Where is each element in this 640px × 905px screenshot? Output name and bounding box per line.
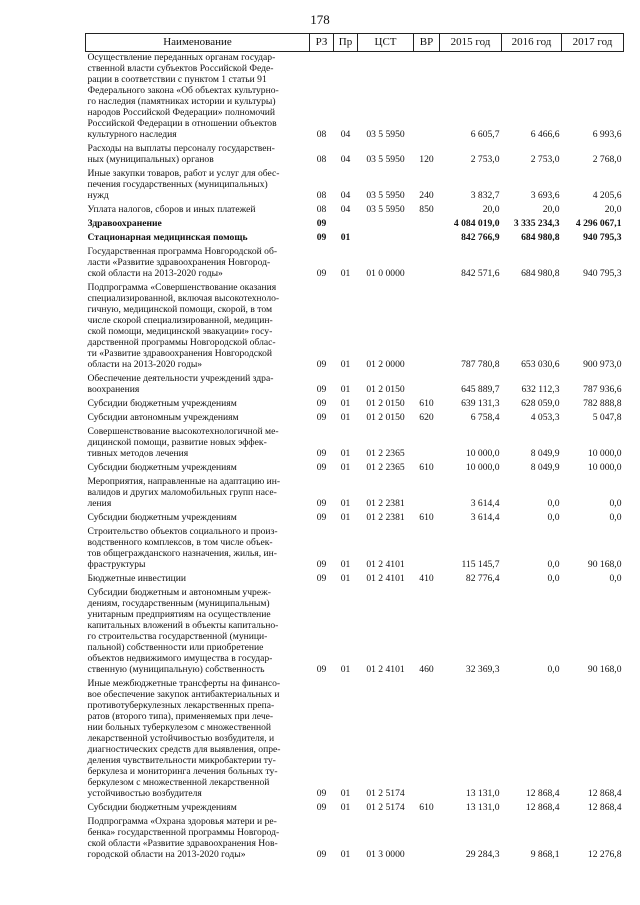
cell-rz: 09 xyxy=(316,573,327,584)
table-row xyxy=(86,587,624,678)
cell-rz: 08 xyxy=(316,129,327,140)
cell-pr: 04 xyxy=(340,190,351,201)
cell-pr: 01 xyxy=(340,664,351,675)
cell-2016: 628 059,0 xyxy=(521,398,560,409)
cell-name: Субсидии автономным учреждениям xyxy=(87,412,239,423)
cell-2015: 29 284,3 xyxy=(465,849,500,860)
cell-vr xyxy=(414,426,440,462)
cell-cst: 01 2 0150 xyxy=(366,398,405,409)
cell-vr xyxy=(414,678,440,802)
cell-cst: 01 2 2381 xyxy=(366,498,405,509)
cell-vr xyxy=(414,816,440,863)
cell-name: Субсидии бюджетным учреждениям xyxy=(87,398,237,409)
cell-vr xyxy=(414,218,440,232)
cell-name: Иные закупки товаров, работ и услуг для обес- печения государственных (муниципальных) нужд xyxy=(87,168,280,201)
cell-2016: 653 030,6 xyxy=(521,359,560,370)
cell-2017: 940 795,3 xyxy=(583,232,622,243)
cell-pr: 01 xyxy=(340,498,351,509)
cell-cst: 01 2 0000 xyxy=(366,359,405,370)
cell-vr: 620 xyxy=(419,412,434,423)
table-row xyxy=(86,426,624,462)
cell-pr: 01 xyxy=(340,849,351,860)
table-row xyxy=(86,373,624,398)
cell-2016: 2 753,0 xyxy=(530,154,560,165)
table-body xyxy=(86,52,624,864)
cell-vr xyxy=(414,52,440,144)
cell-name: Строительство объектов социального и произ- водственного комплексов, в том числе объек- тов общегражданского назначения, жилья, ин- фраструктуры xyxy=(87,526,278,570)
cell-name: Субсидии бюджетным и автономным учреж- дениям, государственным (муниципальным) унитарным предприятиям на осуществление капитальных вложений в объекты капитально- го строительства государственной (муници- пальной) собственности или приобретение объектов недвижимого имущества в государ- ственную (муниципальную) собственность xyxy=(87,587,279,675)
page-number: 178 xyxy=(310,12,330,27)
cell-pr: 01 xyxy=(340,268,351,279)
cell-rz: 09 xyxy=(316,802,327,813)
cell-vr: 610 xyxy=(419,802,434,813)
cell-pr: 01 xyxy=(340,448,351,459)
cell-pr: 04 xyxy=(340,129,351,140)
header-name: Наименование xyxy=(86,34,310,52)
cell-2015: 10 000,0 xyxy=(465,448,500,459)
table-header xyxy=(86,34,624,52)
cell-2017: 12 276,8 xyxy=(587,849,622,860)
cell-2015: 82 776,4 xyxy=(465,573,500,584)
cell-rz: 09 xyxy=(316,849,327,860)
cell-2016: 9 868,1 xyxy=(530,849,560,860)
cell-2017: 90 168,0 xyxy=(587,559,622,570)
cell-cst: 01 2 0150 xyxy=(366,412,405,423)
cell-name: Уплата налогов, сборов и иных платежей xyxy=(87,204,256,215)
cell-name: Совершенствование высокотехнологичной ме- дицинской помощи, развитие новых эффек- тивных методов лечения xyxy=(87,426,279,459)
cell-pr: 01 xyxy=(340,573,351,584)
cell-2016: 684 980,8 xyxy=(521,232,560,243)
cell-rz: 08 xyxy=(316,190,327,201)
cell-2017: 0,0 xyxy=(609,512,622,523)
cell-vr: 410 xyxy=(419,573,434,584)
table-row xyxy=(86,802,624,816)
cell-2017: 0,0 xyxy=(609,498,622,509)
cell-2015: 2 753,0 xyxy=(470,154,500,165)
cell-cst xyxy=(358,232,414,246)
cell-cst: 03 5 5950 xyxy=(366,204,405,215)
cell-rz: 09 xyxy=(316,359,327,370)
cell-2017: 782 888,8 xyxy=(583,398,622,409)
cell-name: Субсидии бюджетным учреждениям xyxy=(87,802,237,813)
cell-2017: 0,0 xyxy=(609,573,622,584)
cell-2017: 10 000,0 xyxy=(587,462,622,473)
cell-cst: 01 2 5174 xyxy=(366,788,405,799)
cell-cst: 03 5 5950 xyxy=(366,154,405,165)
cell-2017: 787 936,6 xyxy=(583,384,622,395)
cell-2015: 13 131,0 xyxy=(465,802,500,813)
cell-2016: 6 466,6 xyxy=(530,129,560,140)
table-row xyxy=(86,246,624,282)
header-2016: 2016 год xyxy=(502,34,562,52)
table-row xyxy=(86,168,624,204)
cell-2015: 645 889,7 xyxy=(461,384,500,395)
cell-name: Бюджетные инвестиции xyxy=(87,573,186,584)
cell-pr: 01 xyxy=(340,232,351,243)
cell-name: Здравоохранение xyxy=(87,218,162,229)
cell-cst: 01 2 5174 xyxy=(366,802,405,813)
cell-vr: 610 xyxy=(419,462,434,473)
cell-cst: 03 5 5950 xyxy=(366,129,405,140)
table-row xyxy=(86,412,624,426)
cell-rz: 09 xyxy=(316,268,327,279)
cell-cst: 01 0 0000 xyxy=(366,268,405,279)
cell-pr: 04 xyxy=(340,204,351,215)
cell-name: Подпрограмма «Совершенствование оказания специализированной, включая высокотехноло- гичную, медицинской помощи, скорой, в том числе скорой специализированной, медицин- ской помощи, медицинской эвакуации» госу- дарственной программы Новгородской облас- ти «Развитие здравоохранения Новгородской области на 2013-2020 годы» xyxy=(87,282,280,370)
cell-2015: 3 832,7 xyxy=(470,190,500,201)
cell-2016: 3 693,6 xyxy=(530,190,560,201)
cell-2017: 4 205,6 xyxy=(592,190,622,201)
cell-2016: 12 868,4 xyxy=(525,802,560,813)
budget-table xyxy=(85,33,624,863)
table-row xyxy=(86,52,624,144)
cell-2015: 6 605,7 xyxy=(470,129,500,140)
cell-vr: 610 xyxy=(419,512,434,523)
cell-name: Государственная программа Новгородской об- ласти «Развитие здравоохранения Новгород- ской области на 2013-2020 годы» xyxy=(87,246,278,279)
cell-2015: 842 571,6 xyxy=(461,268,500,279)
cell-vr: 460 xyxy=(419,664,434,675)
table-row xyxy=(86,232,624,246)
cell-name: Субсидии бюджетным учреждениям xyxy=(87,512,237,523)
cell-pr: 01 xyxy=(340,802,351,813)
cell-pr: 01 xyxy=(340,559,351,570)
cell-2017: 20,0 xyxy=(604,204,622,215)
table-row xyxy=(86,204,624,218)
cell-cst: 01 2 2365 xyxy=(366,462,405,473)
table-row xyxy=(86,678,624,802)
cell-2017: 2 768,0 xyxy=(592,154,622,165)
header-rz: РЗ xyxy=(310,34,334,52)
table-row xyxy=(86,573,624,587)
header-cst: ЦСТ xyxy=(358,34,414,52)
cell-rz: 09 xyxy=(316,462,327,473)
cell-vr: 240 xyxy=(419,190,434,201)
cell-pr: 01 xyxy=(340,512,351,523)
cell-2015: 787 780,8 xyxy=(461,359,500,370)
table-row xyxy=(86,512,624,526)
cell-name: Осуществление переданных органам государ- ственной власти субъектов Российской Феде- рации в соответствии с пунктом 1 статьи 91 Федерального закона «Об объектах культурно- го наследия (памятниках истории и культуры) народов Российской Федерации» полномочий Российской Федерации в отношении объектов культурного наследия xyxy=(87,52,279,140)
cell-2015: 3 614,4 xyxy=(470,498,500,509)
cell-cst: 01 2 0150 xyxy=(366,384,405,395)
cell-2017: 12 868,4 xyxy=(587,802,622,813)
cell-rz: 09 xyxy=(316,498,327,509)
cell-vr xyxy=(414,282,440,373)
cell-2016: 0,0 xyxy=(547,573,560,584)
cell-cst: 01 2 4101 xyxy=(366,664,405,675)
table-row xyxy=(86,398,624,412)
cell-2015: 4 084 019,0 xyxy=(453,218,500,229)
cell-2017: 90 168,0 xyxy=(587,664,622,675)
cell-2015: 32 369,3 xyxy=(465,664,500,675)
cell-2016: 632 112,3 xyxy=(521,384,560,395)
cell-cst: 01 3 0000 xyxy=(366,849,405,860)
cell-2016: 684 980,8 xyxy=(521,268,560,279)
header-2015: 2015 год xyxy=(440,34,502,52)
table-row xyxy=(86,476,624,512)
cell-rz: 09 xyxy=(316,412,327,423)
cell-rz: 09 xyxy=(316,512,327,523)
cell-cst: 01 2 2381 xyxy=(366,512,405,523)
cell-2015: 115 145,7 xyxy=(461,559,500,570)
cell-cst: 01 2 4101 xyxy=(366,573,405,584)
table-row xyxy=(86,282,624,373)
cell-2016: 3 335 234,3 xyxy=(513,218,560,229)
cell-pr: 01 xyxy=(340,462,351,473)
cell-rz: 09 xyxy=(316,788,327,799)
cell-2015: 6 758,4 xyxy=(470,412,500,423)
cell-2017: 6 993,6 xyxy=(592,129,622,140)
cell-2016: 0,0 xyxy=(547,664,560,675)
cell-name: Мероприятия, направленные на адаптацию ин- валидов и других маломобильных групп насе- ления xyxy=(87,476,281,509)
cell-rz: 08 xyxy=(316,154,327,165)
cell-rz: 09 xyxy=(316,384,327,395)
cell-rz: 09 xyxy=(316,218,327,229)
cell-2015: 20,0 xyxy=(482,204,500,215)
cell-2017: 10 000,0 xyxy=(587,448,622,459)
cell-2016: 20,0 xyxy=(542,204,560,215)
cell-2015: 10 000,0 xyxy=(465,462,500,473)
cell-rz: 09 xyxy=(316,448,327,459)
cell-name: Подпрограмма «Охрана здоровья матери и ре- бенка» государственной программы Новгород- ской области «Развитие здравоохранения Нов- городской области на 2013-2020 годы» xyxy=(87,816,280,860)
cell-2016: 0,0 xyxy=(547,559,560,570)
cell-rz: 09 xyxy=(316,232,327,243)
cell-cst: 03 5 5950 xyxy=(366,190,405,201)
cell-2016: 12 868,4 xyxy=(525,788,560,799)
cell-name: Обеспечение деятельности учреждений здра- воохранения xyxy=(87,373,274,395)
cell-2017: 4 296 067,1 xyxy=(575,218,622,229)
header-row xyxy=(86,34,624,52)
cell-rz: 08 xyxy=(316,204,327,215)
cell-cst: 01 2 4101 xyxy=(366,559,405,570)
cell-pr: 04 xyxy=(340,154,351,165)
header-pr: Пр xyxy=(334,34,358,52)
table-row xyxy=(86,218,624,232)
cell-pr: 01 xyxy=(340,412,351,423)
cell-2015: 842 766,9 xyxy=(461,232,500,243)
cell-2015: 639 131,3 xyxy=(461,398,500,409)
cell-vr: 610 xyxy=(419,398,434,409)
cell-vr xyxy=(414,373,440,398)
cell-2016: 8 049,9 xyxy=(530,462,560,473)
cell-2017: 5 047,8 xyxy=(592,412,622,423)
cell-pr xyxy=(334,218,358,232)
table-row xyxy=(86,462,624,476)
table-row xyxy=(86,526,624,573)
cell-cst xyxy=(358,218,414,232)
cell-name: Расходы на выплаты персоналу государствен- ных (муниципальных) органов xyxy=(87,143,275,165)
cell-cst: 01 2 2365 xyxy=(366,448,405,459)
cell-2015: 3 614,4 xyxy=(470,512,500,523)
header-vr: ВР xyxy=(414,34,440,52)
cell-vr: 850 xyxy=(419,204,434,215)
cell-name: Субсидии бюджетным учреждениям xyxy=(87,462,237,473)
cell-rz: 09 xyxy=(316,664,327,675)
cell-vr: 120 xyxy=(419,154,434,165)
cell-vr xyxy=(414,526,440,573)
cell-rz: 09 xyxy=(316,398,327,409)
cell-2017: 12 868,4 xyxy=(587,788,622,799)
cell-2015: 13 131,0 xyxy=(465,788,500,799)
cell-vr xyxy=(414,232,440,246)
cell-pr: 01 xyxy=(340,359,351,370)
table-row xyxy=(86,143,624,168)
cell-2017: 940 795,3 xyxy=(583,268,622,279)
cell-2017: 900 973,0 xyxy=(583,359,622,370)
cell-2016: 4 053,3 xyxy=(530,412,560,423)
cell-2016: 0,0 xyxy=(547,512,560,523)
cell-name: Иные межбюджетные трансферты на финансо- вое обеспечение закупок антибактериальных и противотуберкулезных лекарственных препа- ратов (второго типа), применяемых при лече- нии больных туберкулезом с множественной лекарственной устойчивостью возбудителя, и диагностических средств для выявления, опре- деления чувствительности микробактерии ту- беркулеза и мониторинга лечения больных ту- беркулезом с множественной лекарственной устойчивостью возбудителя xyxy=(87,678,281,799)
cell-pr: 01 xyxy=(340,384,351,395)
cell-vr xyxy=(414,476,440,512)
cell-2016: 8 049,9 xyxy=(530,448,560,459)
cell-name: Стационарная медицинская помощь xyxy=(87,232,248,243)
cell-rz: 09 xyxy=(316,559,327,570)
header-2017: 2017 год xyxy=(562,34,624,52)
cell-pr: 01 xyxy=(340,398,351,409)
table-row xyxy=(86,816,624,863)
cell-pr: 01 xyxy=(340,788,351,799)
cell-vr xyxy=(414,246,440,282)
cell-2016: 0,0 xyxy=(547,498,560,509)
